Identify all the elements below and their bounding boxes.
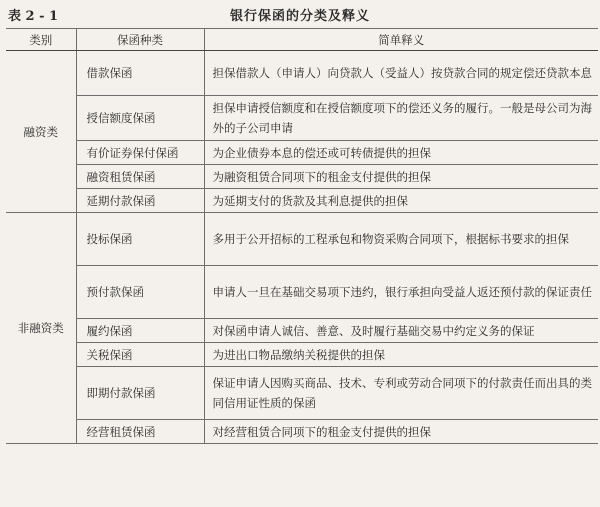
table-row: [6, 367, 598, 420]
description-cell: 为企业债券本息的偿还或可转债提供的担保: [204, 141, 598, 165]
header-row: [6, 29, 598, 51]
header-description: 简单释义: [204, 29, 598, 51]
description-cell: 申请人一旦在基础交易项下违约，银行承担向受益人返还预付款的保证责任: [204, 266, 598, 319]
header-category: 类别: [6, 29, 76, 51]
header-type: 保函种类: [76, 29, 204, 51]
table-row: [6, 96, 598, 141]
table-row: [6, 319, 598, 343]
type-cell: 延期付款保函: [76, 189, 204, 213]
description-cell: 为进出口物品缴纳关税提供的担保: [204, 343, 598, 367]
table-caption: [0, 0, 600, 26]
table-row: [6, 189, 598, 213]
table-row: [6, 165, 598, 189]
description-cell: 多用于公开招标的工程承包和物资采购合同项下，根据标书要求的担保: [204, 213, 598, 266]
type-cell: 履约保函: [76, 319, 204, 343]
type-cell: 投标保函: [76, 213, 204, 266]
table-row: [6, 266, 598, 319]
type-cell: 有价证券保付保函: [76, 141, 204, 165]
type-cell: 借款保函: [76, 51, 204, 96]
type-cell: 融资租赁保函: [76, 165, 204, 189]
table-row: [6, 141, 598, 165]
category-cell-non-financing: 非融资类: [6, 213, 76, 444]
description-cell: 保证申请人因购买商品、技术、专利或劳动合同项下的付款责任而出具的类同信用证性质的保函: [204, 367, 598, 420]
description-cell: 担保申请授信额度和在授信额度项下的偿还义务的履行。一般是母公司为海外的子公司申请: [204, 96, 598, 141]
type-cell: 关税保函: [76, 343, 204, 367]
type-cell: 预付款保函: [76, 266, 204, 319]
table-number: 表 2 - 1: [8, 9, 59, 24]
type-cell: 经营租赁保函: [76, 420, 204, 444]
type-cell: 即期付款保函: [76, 367, 204, 420]
table-row: [6, 343, 598, 367]
description-cell: 对保函申请人诚信、善意、及时履行基础交易中约定义务的保证: [204, 319, 598, 343]
description-cell: 对经营租赁合同项下的租金支付提供的担保: [204, 420, 598, 444]
description-cell: 为融资租赁合同项下的租金支付提供的担保: [204, 165, 598, 189]
type-cell: 授信额度保函: [76, 96, 204, 141]
table-title: 银行保函的分类及释义: [229, 9, 370, 24]
guarantee-classification-table: [6, 28, 598, 444]
description-cell: 为延期支付的货款及其利息提供的担保: [204, 189, 598, 213]
table-row: [6, 51, 598, 96]
table-row: [6, 420, 598, 444]
category-cell-financing: 融资类: [6, 51, 76, 213]
description-cell: 担保借款人（申请人）向贷款人（受益人）按贷款合同的规定偿还贷款本息: [204, 51, 598, 96]
table-row: [6, 213, 598, 266]
